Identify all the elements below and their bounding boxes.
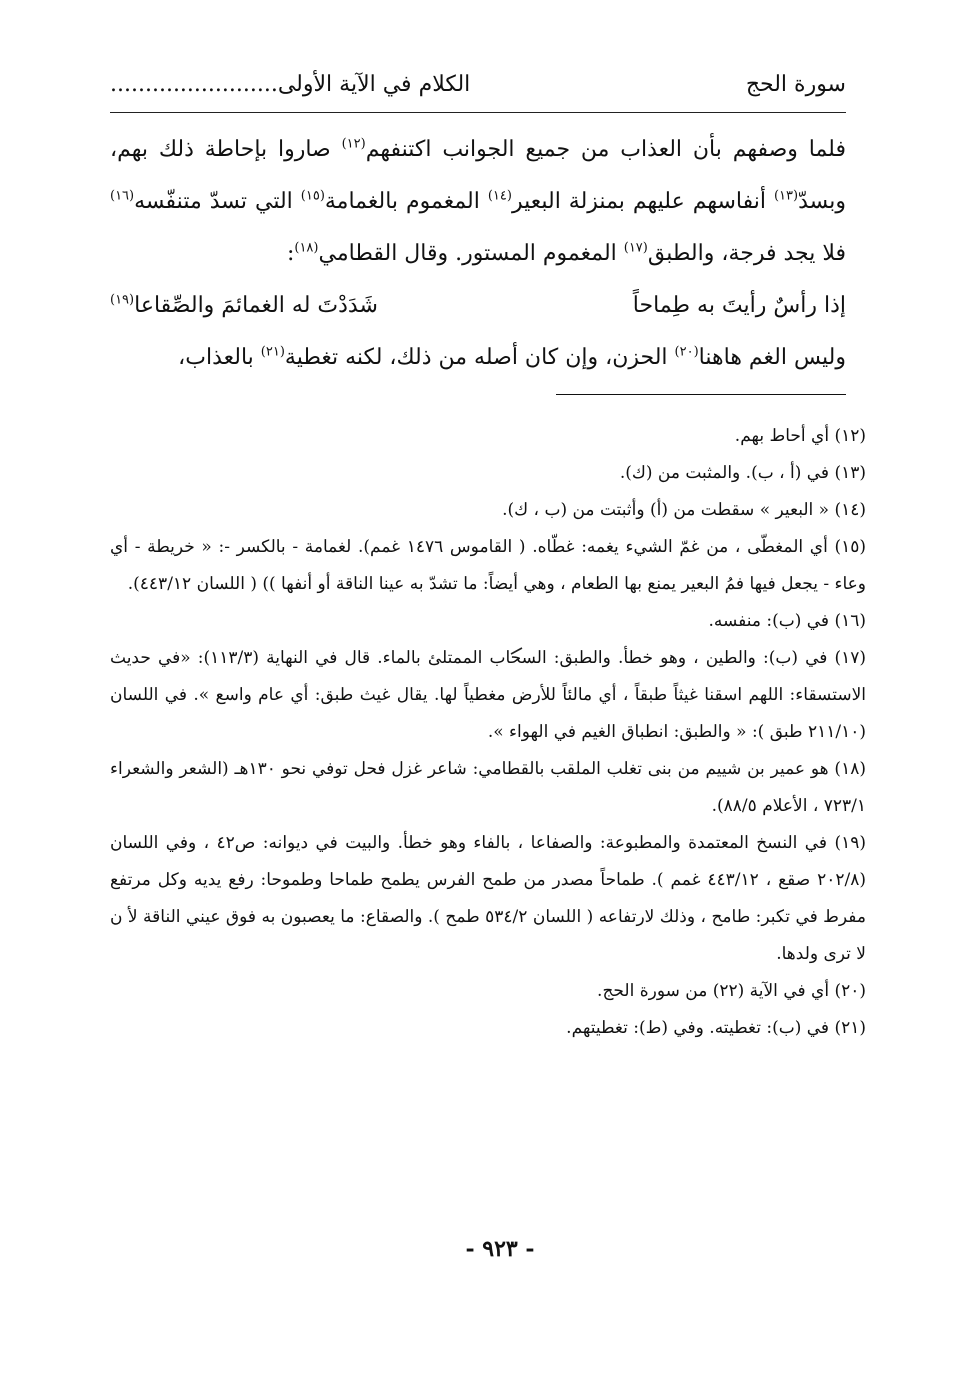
text-run: صاروا بإحاطة ذلك بهم، وبسدّ (110, 137, 846, 214)
footnote-ref-18[interactable]: (١٨) (294, 240, 319, 256)
footnote-ref-15[interactable]: (١٥) (300, 188, 325, 204)
text-run: المغموم بالغمامة (324, 189, 488, 214)
footnote-17: (١٧) في (ب): والطين ، وهو خطأ. والطبق: السحاب الممتلئ بالماء. قال في النهاية (١١٣/٣): «في حديث الاستسقاء: اللهم اسقنا غيثاً طبقاً ، أي مالئاً للأرض مغطياً لها. يقال غيث طبق: أي عام واسع ». في اللسان (٢١١/١٠ طبق ): « والطبق: انطباق الغيم في الهواء ». (110, 648, 866, 742)
surah-title: سورة الحج (745, 72, 846, 97)
footnote-ref-14[interactable]: (١٤) (487, 188, 512, 204)
footnotes (110, 418, 866, 1047)
footnote-ref-13[interactable]: (١٣) (773, 188, 799, 204)
pen-mark-icon (510, 646, 524, 656)
footnote-13: (١٣) في (أ ، ب). والمثبت من (ك). (619, 463, 866, 483)
footnote-14: (١٤) « البعير » سقطت من (أ) وأثبتت من (ب ، ك). (502, 500, 866, 520)
footnote-ref-16[interactable]: (١٦) (110, 188, 135, 204)
footnote-ref-12[interactable]: (١٢) (341, 136, 366, 152)
footnote-18: (١٨) هو عمير بن شييم من بنى تغلب الملقب بالقطامي: شاعر غزل فحل توفي نحو ١٣٠هـ (الشعر والشعراء ٧٢٣/١ ، الأعلام ٨٨/٥). (110, 759, 866, 816)
footnote-separator (556, 394, 846, 395)
text-run: أنفاسهم عليهم بمنزلة البعير (511, 189, 774, 214)
footnote-ref-19[interactable]: (١٩) (110, 292, 135, 308)
footnote-ref-17[interactable]: (١٧) (623, 240, 648, 256)
running-header (110, 72, 846, 113)
verse-second-hemistich-wrap (110, 280, 378, 332)
text-run: المغموم المستور. وقال القطامي (318, 241, 624, 266)
verse-first-hemistich: إذا رأسٌ رأيتَ به طِماحاً (632, 293, 846, 318)
footnote-19: (١٩) في النسخ المعتمدة والمطبوعة: والصفاعا ، بالفاء وهو خطأ. والبيت في ديوانه: ص٤٢ ، وفي اللسان (٢٠٢/٨ صقع ، ٤٤٣/١٢ غمم ). طماحاً مصدر من طمح الفرس يطمح طماحا وطموحا: رفع يديه وكل مرتفع مفرط في تكبر: طامح ، وذلك لارتفاعه ( اللسان ٥٣٤/٢ طمح ). والصقاع: ما يعصبون به فوق عيني الناقة لأ ن لا ترى ولدها. (110, 833, 866, 964)
main-paragraph-1 (110, 124, 846, 280)
footnote-15: (١٥) أي المغطّى ، من غمّ الشيء يغمه: غطّاه. ( القاموس ١٤٧٦ غمم). لغمامة - بالكسر -: « خريطة - أي وعاء - يجعل فيها فمُ البعير يمنع بها الطعام ، وهي أيضاً: ما تشدّ به عينا الناقة أو أنفها )) ( اللسان ٤٤٣/١٢). (110, 537, 867, 594)
footnote-21: (٢١) في (ب): تغطيته. وفي (ط): تغطيتهم. (566, 1018, 866, 1038)
verse-second-hemistich: شَدَدْتَ له الغمائمَ والصِّقاعا (134, 293, 378, 318)
main-text (110, 124, 846, 384)
footnote-ref-20[interactable]: (٢٠) (674, 344, 699, 360)
footnote-16: (١٦) في (ب): منفسه. (708, 611, 866, 631)
main-paragraph-2 (110, 332, 846, 384)
text-run: وليس الغم هاهنا (698, 345, 846, 370)
text-run: فلما وصفهم بأن العذاب من جميع الجوانب اكتنفهم (365, 137, 846, 162)
footnote-ref-21[interactable]: (٢١) (260, 344, 285, 360)
text-run: فلا يجد فرجة، والطبق (647, 241, 846, 266)
section-title: الكلام في الآية الأولى........................ (110, 72, 471, 97)
footnote-20: (٢٠) أي في الآية (٢٢) من سورة الحج. (597, 981, 866, 1001)
poetry-verse (110, 280, 846, 332)
text-run: الحزن، وإن كان أصله من ذلك، لكنه تغطية (284, 345, 675, 370)
text-run: : (286, 241, 295, 266)
text-run: بالعذاب، (178, 345, 261, 370)
page-number: - ٩٢٣ - (465, 1236, 535, 1262)
text-run: التي تسدّ متنفّسه (134, 189, 301, 214)
footnote-12: (١٢) أي أحاط بهم. (734, 426, 866, 446)
